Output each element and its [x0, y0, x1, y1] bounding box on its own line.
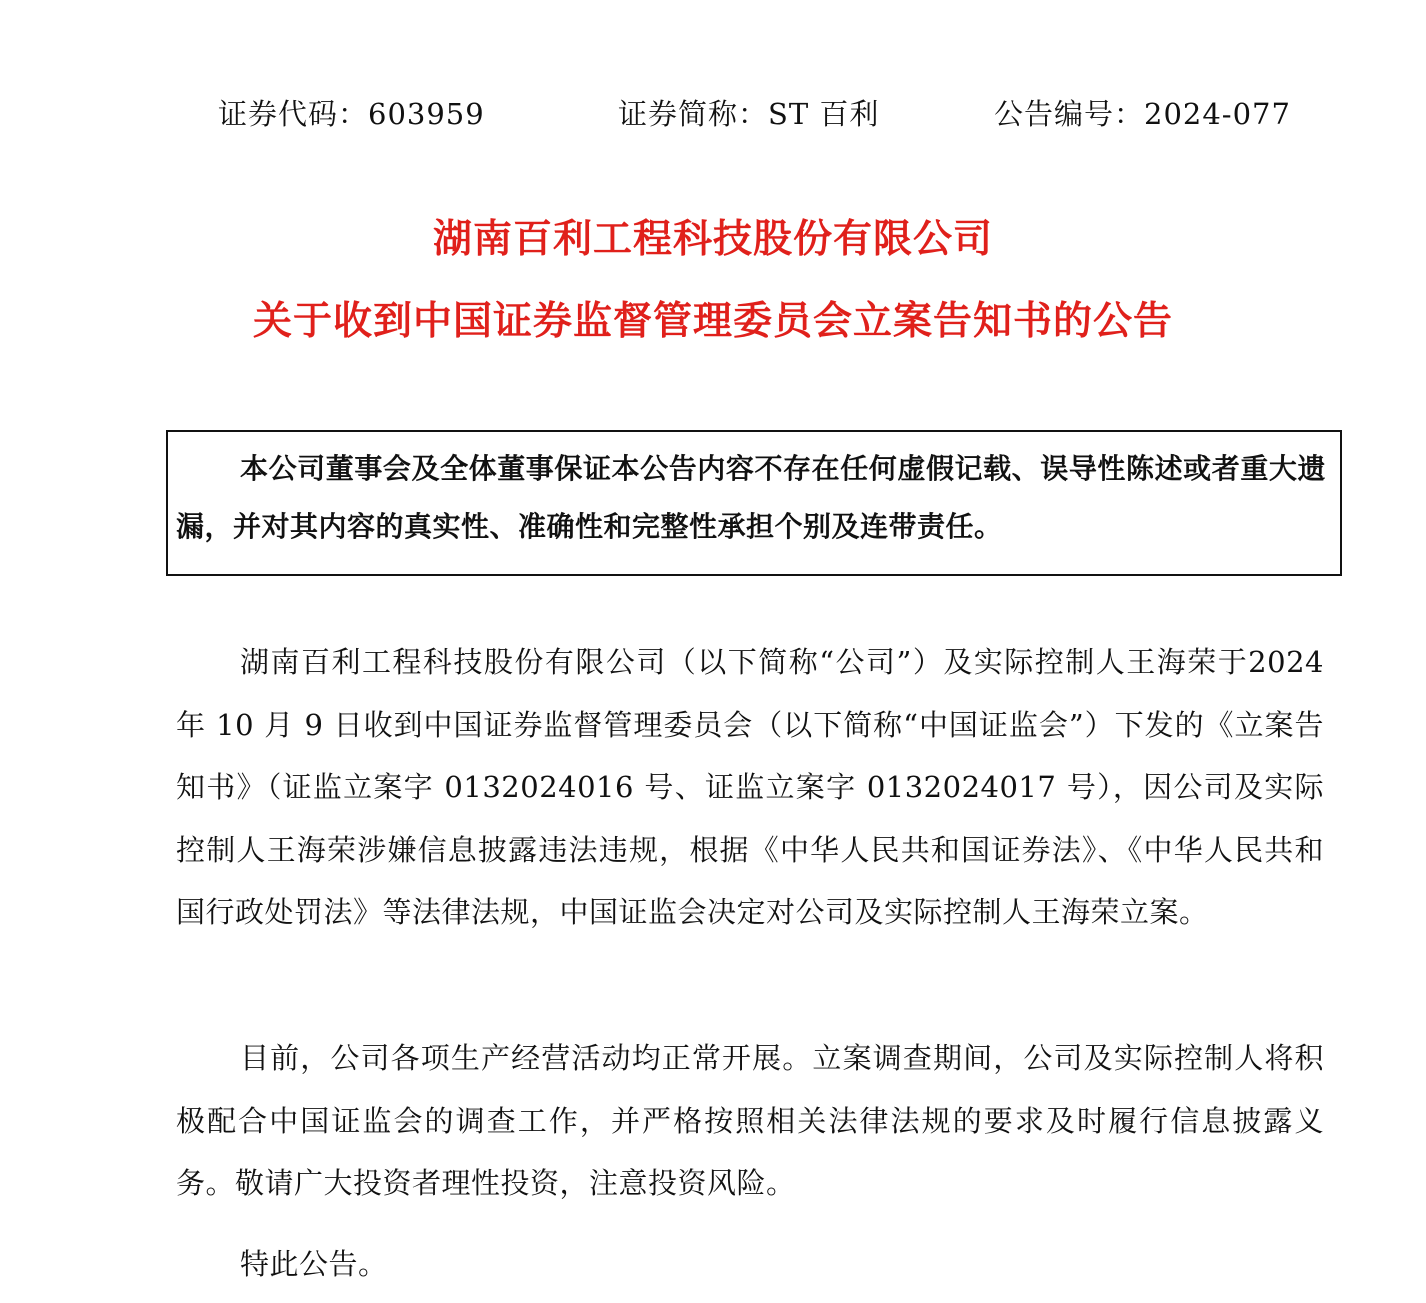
- company-name-title: 湖南百利工程科技股份有限公司: [432, 217, 993, 262]
- security-abbreviation: 证券简称：ST 百利: [618, 97, 880, 131]
- board-guarantee-box: [166, 430, 1342, 576]
- board-guarantee-statement: 本公司董事会及全体董事保证本公告内容不存在任何虚假记载、误导性陈述或者重大遗漏，并对其内容的真实性、准确性和完整性承担个别及连带责任。: [176, 452, 1326, 543]
- body-paragraph-operations: 目前，公司各项生产经营活动均正常开展。立案调查期间，公司及实际控制人将积极配合中国证监会的调查工作，并严格按照相关法律法规的要求及时履行信息披露义务。敬请广大投资者理性投资，注意投资风险。: [176, 1041, 1324, 1200]
- body-paragraph-case-filing: 湖南百利工程科技股份有限公司（以下简称“公司”）及实际控制人王海荣于2024 年 10 月 9 日收到中国证券监督管理委员会（以下简称“中国证监会”）下发的《立案告知书》（证监立案字 0132024016 号、证监立案字 0132024017 号），因公司及实际控制人王海荣涉嫌信息披露违法违规，根据《中华人民共和国证券法》、《中华人民共和国行政处罚法》等法律法规，中国证监会决定对公司及实际控制人王海荣立案。: [176, 645, 1324, 929]
- closing-statement: 特此公告。: [240, 1247, 388, 1281]
- announcement-title: 关于收到中国证券监督管理委员会立案告知书的公告: [252, 299, 1173, 344]
- security-code: 证券代码：603959: [218, 97, 485, 131]
- announcement-number: 公告编号：2024-077: [994, 97, 1291, 131]
- announcement-header: [0, 92, 1426, 136]
